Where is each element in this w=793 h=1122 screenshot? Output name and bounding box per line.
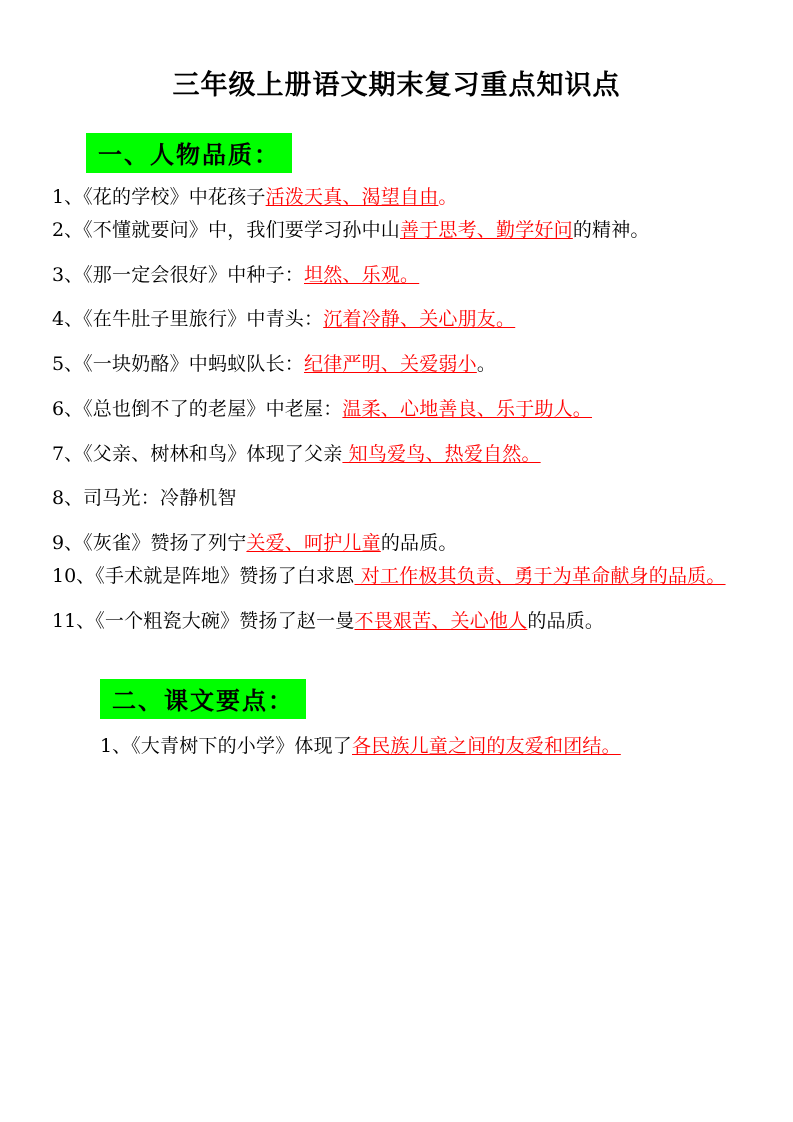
list-item-text: 的品质。: [527, 609, 605, 632]
emphasis-text: 对工作极其负责、勇于为革命献身的品质。: [354, 564, 726, 587]
list-item: [52, 561, 741, 592]
list-item-text: 《一个粗瓷大碗》赞扬了赵一曼: [95, 609, 355, 632]
list-item-number: 3、: [52, 263, 84, 286]
list-item: [52, 182, 741, 213]
list-item-text: 《花的学校》中花孩子: [83, 186, 266, 209]
emphasis-text: 温柔、心地善良、乐于助人。: [342, 397, 593, 420]
emphasis-text: 知鸟爱鸟、热爱自然。: [342, 442, 541, 465]
list-item: [52, 606, 741, 637]
list-item-number: 8、: [52, 487, 84, 510]
emphasis-text: 沉着冷静、关心朋友。: [323, 308, 516, 331]
list-item-text: 《父亲、树林和鸟》体现了父亲: [83, 442, 343, 465]
list-item-text: 《不懂就要问》中，我们要学习孙中山: [83, 218, 400, 241]
list-item-text: 《一块奶酪》中蚂蚁队长：: [83, 353, 304, 376]
emphasis-text: 。: [438, 186, 458, 209]
emphasis-text: 纪律严明、关爱弱小: [304, 353, 477, 376]
list-item-number: 9、: [52, 532, 84, 555]
emphasis-text: 坦然、乐观。: [304, 263, 420, 286]
emphasis-text: 善于思考、勤学好问: [400, 218, 573, 241]
emphasis-text: 各民族儿童之间的友爱和团结。: [352, 734, 621, 757]
section-heading-text-points: 二、课文要点：: [100, 679, 306, 719]
list-item-number: 1、: [100, 734, 132, 757]
list-item: [52, 215, 741, 246]
emphasis-text: 不畏艰苦、关心他人: [354, 609, 528, 632]
list-item-text: 《总也倒不了的老屋》中老屋：: [83, 397, 343, 420]
page-title: 三年级上册语文期末复习重点知识点: [172, 70, 621, 101]
section-heading-row-2: [52, 679, 741, 719]
list-item-text: 司马光：冷静机智: [83, 487, 237, 510]
list-item: [52, 528, 741, 559]
list-item: [52, 439, 741, 470]
list-item-text: 《在牛肚子里旅行》中青头：: [83, 308, 324, 331]
list-item-number: 1、: [52, 186, 84, 209]
section-body-text-points: [52, 731, 741, 762]
list-item: [52, 260, 741, 291]
list-item-number: 10、: [52, 564, 96, 587]
list-item: [52, 349, 741, 380]
list-item-text: 的精神。: [572, 218, 650, 241]
list-item: [52, 394, 741, 425]
list-item: [52, 304, 741, 335]
list-item-text: 《大青树下的小学》体现了: [131, 734, 352, 757]
list-item-text: 《灰雀》赞扬了列宁: [83, 532, 247, 555]
list-item: [52, 731, 741, 762]
section-heading-people-qualities: 一、人物品质：: [86, 133, 292, 173]
emphasis-text: 活泼天真、渴望自由: [265, 186, 439, 209]
list-item-number: 4、: [52, 308, 84, 331]
list-item-number: 5、: [52, 353, 84, 376]
list-item-text: 的品质。: [380, 532, 458, 555]
section-body-people-qualities: [52, 182, 741, 636]
list-item-text: 。: [476, 353, 497, 376]
list-item-text: 《手术就是阵地》赞扬了白求恩: [95, 564, 355, 587]
list-item-text: 《那一定会很好》中种子：: [83, 263, 304, 286]
section-heading-row-1: [52, 133, 741, 173]
emphasis-text: 关爱、呵护儿童: [246, 532, 381, 555]
list-item-number: 2、: [52, 218, 84, 241]
list-item: [52, 483, 741, 514]
list-item-number: 7、: [52, 442, 84, 465]
list-item-number: 6、: [52, 397, 84, 420]
list-item-number: 11、: [52, 609, 96, 632]
